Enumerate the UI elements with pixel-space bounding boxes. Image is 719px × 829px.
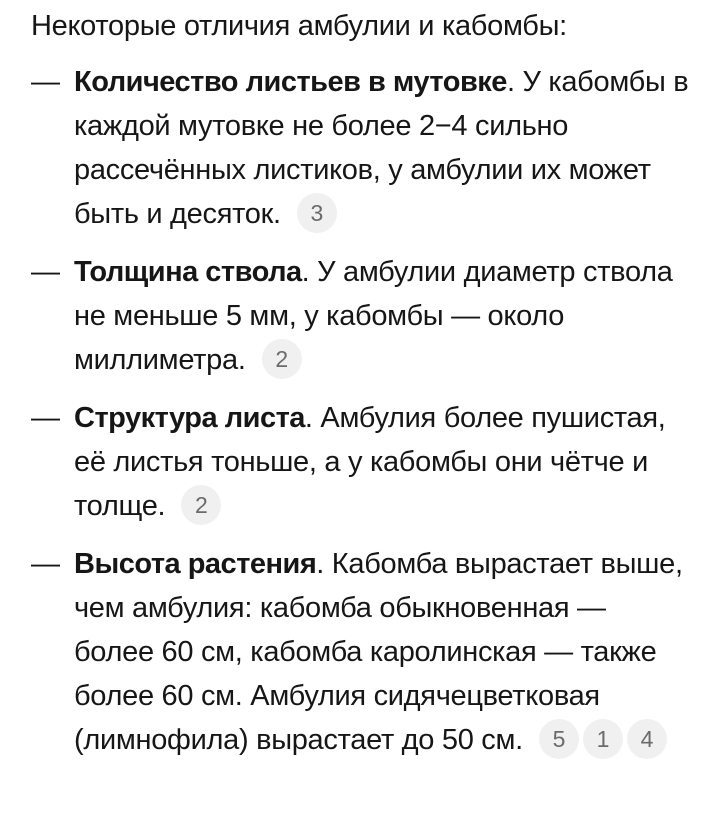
- source-ref-badge[interactable]: 5: [539, 719, 579, 759]
- source-ref-badge[interactable]: 2: [262, 339, 302, 379]
- differences-list: [31, 60, 689, 762]
- source-refs: [287, 198, 337, 230]
- source-refs: [529, 724, 667, 756]
- source-refs: [252, 344, 302, 376]
- dash-marker: —: [31, 256, 60, 288]
- item-term: Высота растения: [74, 548, 317, 580]
- list-item-height: [31, 542, 689, 762]
- source-refs: [171, 490, 221, 522]
- list-item-leaves: [31, 60, 689, 236]
- item-text: . У амбулии диаметр ствола не меньше 5 мм, у кабомбы — около миллиметра.: [74, 256, 673, 376]
- source-ref-badge[interactable]: 4: [627, 719, 667, 759]
- source-ref-badge[interactable]: 1: [583, 719, 623, 759]
- list-item-stem: [31, 250, 689, 382]
- list-item-leaf-structure: [31, 396, 689, 528]
- item-term: Толщина ствола: [74, 256, 302, 288]
- item-text: . У кабомбы в каждой мутовке не более 2−4 сильно рассечённых листиков, у амбулии их может быть и десяток.: [74, 66, 689, 230]
- dash-marker: —: [31, 548, 60, 580]
- intro-text: Некоторые отличия амбулии и кабомбы:: [31, 10, 567, 42]
- source-ref-badge[interactable]: 3: [297, 193, 337, 233]
- item-text: . Кабомба вырастает выше, чем амбулия: кабомба обыкновенная — более 60 см, кабомба каролинская — также более 60 см. Амбулия сидячецветковая (лимнофила) вырастает до 50 см.: [74, 548, 683, 756]
- item-term: Структура листа: [74, 402, 305, 434]
- dash-marker: —: [31, 402, 60, 434]
- source-ref-badge[interactable]: 2: [181, 485, 221, 525]
- dash-marker: —: [31, 66, 60, 98]
- item-term: Количество листьев в мутовке: [74, 66, 507, 98]
- item-text: . Амбулия более пушистая, её листья тоньше, а у кабомбы они чётче и толще.: [74, 402, 666, 522]
